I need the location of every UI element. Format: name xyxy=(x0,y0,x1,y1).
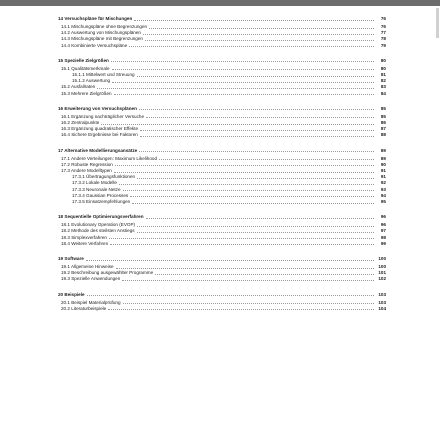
toc-chapter[interactable] xyxy=(58,292,386,298)
toc-entry-title: 19.3 Spezielle Anwendungen xyxy=(61,276,121,282)
toc-entry[interactable] xyxy=(58,187,386,193)
toc-entry[interactable] xyxy=(58,156,386,162)
toc-leader-dots xyxy=(123,301,375,304)
toc-entry-title: 18.1 Evolutionary Operation (EVOP) xyxy=(61,222,136,228)
toc-leader-dots xyxy=(87,293,374,296)
toc-page-number: 98 xyxy=(380,234,386,240)
toc-leader-dots xyxy=(137,230,374,233)
toc-page-number: 86 xyxy=(380,120,386,125)
toc-leader-dots xyxy=(130,194,374,197)
scrollbar[interactable] xyxy=(436,8,439,38)
toc-entry-title: 16 Erweiterung von Versuchsplänen xyxy=(58,105,137,111)
toc-page-number: 103 xyxy=(378,291,386,297)
toc-entry-title: 16.4 Sichere Ergebnisse bei Faktoren xyxy=(61,132,138,138)
toc-entry[interactable] xyxy=(58,36,386,42)
toc-entry[interactable] xyxy=(58,270,386,276)
toc-entry[interactable] xyxy=(58,276,386,282)
toc-entry-title: 16.1 Ergänzung nachträglicher Versuche xyxy=(61,113,144,119)
toc-leader-dots xyxy=(137,176,374,179)
toc-leader-dots xyxy=(139,107,374,110)
toc-page-number: 93 xyxy=(380,186,386,192)
toc-page-number: 104 xyxy=(378,305,386,311)
toc-page-number: 87 xyxy=(380,126,386,132)
toc-entry[interactable] xyxy=(58,300,386,306)
toc-entry-title: 17 Alternative Modellierungsansätze xyxy=(58,147,138,153)
toc-entry[interactable] xyxy=(58,264,386,270)
toc-entry[interactable] xyxy=(58,84,386,90)
toc-leader-dots xyxy=(119,182,374,185)
table-of-contents xyxy=(58,16,386,440)
toc-leader-dots xyxy=(122,278,374,281)
toc-entry[interactable] xyxy=(58,30,386,36)
toc-entry-title: 15.3 Mehrere Zielgrößen xyxy=(61,90,112,96)
toc-entry-title: 14.1 Mischungspläne ohne Begrenzungen xyxy=(61,24,148,29)
toc-leader-dots xyxy=(97,86,374,89)
toc-entry-title: 19.2 Beschreibung ausgewählter Programme xyxy=(61,270,154,276)
toc-entry-title: 17.3.1 Übertragungsfunktionen xyxy=(72,174,136,180)
toc-page-number: 92 xyxy=(380,180,386,186)
toc-page-number: 95 xyxy=(380,199,386,204)
toc-chapter[interactable] xyxy=(58,214,386,220)
toc-entry-title: 20.1 Beispiel Materialprüfung xyxy=(61,299,121,305)
toc-page-number: 81 xyxy=(380,72,386,77)
toc-leader-dots xyxy=(112,67,374,70)
toc-entry-title: 14.2 Auswertung von Mischungsplänen xyxy=(61,30,141,36)
toc-entry[interactable] xyxy=(58,222,386,228)
toc-entry[interactable] xyxy=(58,114,386,120)
toc-leader-dots xyxy=(114,92,374,95)
toc-page-number: 83 xyxy=(380,84,386,90)
toc-page-number: 79 xyxy=(380,42,386,48)
toc-entry[interactable] xyxy=(58,120,386,126)
toc-entry-title: 14 Versuchspläne für Mischungen xyxy=(58,16,133,21)
toc-leader-dots xyxy=(143,32,374,35)
toc-leader-dots xyxy=(140,134,374,137)
toc-page-number: 96 xyxy=(380,214,386,220)
toc-entry[interactable] xyxy=(58,43,386,49)
toc-entry[interactable] xyxy=(58,306,386,312)
toc-leader-dots xyxy=(108,307,374,310)
toc-entry-title: 15.2 Ausfallraten xyxy=(61,84,96,90)
toc-entry-title: 17.3.5 Einsatzempfehlungen xyxy=(72,199,131,204)
toc-entry[interactable] xyxy=(58,199,386,205)
toc-page-number: 89 xyxy=(380,147,386,153)
toc-entry-title: 17.3.2 Lokale Modelle xyxy=(72,180,117,186)
toc-entry[interactable] xyxy=(58,72,386,78)
toc-entry-title: 18.2 Methode des steilsten Anstiegs xyxy=(61,228,135,234)
toc-leader-dots xyxy=(129,44,374,47)
toc-page-number: 84 xyxy=(380,90,386,96)
toc-leader-dots xyxy=(146,115,374,118)
toc-entry-title: 18 Sequentielle Optimierungsverfahren xyxy=(58,214,144,220)
toc-entry[interactable] xyxy=(58,180,386,186)
toc-page-number: 88 xyxy=(380,132,386,138)
toc-leader-dots xyxy=(115,163,374,166)
toc-page-number: 76 xyxy=(380,16,386,21)
toc-entry-title: 17.2 Robuste Regression xyxy=(61,161,113,167)
toc-page-number: 97 xyxy=(380,228,386,234)
toc-entry-title: 16.3 Ergänzung quadratischer Effekte xyxy=(61,126,139,132)
toc-leader-dots xyxy=(159,157,374,160)
toc-entry-title: 15 Spezielle Zielgrößen xyxy=(58,57,109,63)
toc-leader-dots xyxy=(123,188,374,191)
toc-entry-title: 15.1.1 Mittelwert und Streuung xyxy=(72,72,135,77)
toc-leader-dots xyxy=(110,242,374,245)
toc-leader-dots xyxy=(86,258,374,261)
toc-entry[interactable] xyxy=(58,162,386,168)
toc-leader-dots xyxy=(111,59,374,62)
toc-leader-dots xyxy=(112,80,374,83)
toc-leader-dots xyxy=(134,18,374,21)
toc-entry[interactable] xyxy=(58,235,386,241)
toc-leader-dots xyxy=(137,74,374,77)
toc-page-number: 85 xyxy=(380,105,386,111)
toc-page-number: 102 xyxy=(378,276,386,282)
toc-leader-dots xyxy=(146,216,374,219)
toc-entry-title: 15.1 Qualitätsmerkmale xyxy=(61,65,110,71)
toc-entry[interactable] xyxy=(58,126,386,132)
toc-entry-title: 16.2 Zentralpunkte xyxy=(61,120,100,125)
toc-leader-dots xyxy=(149,26,374,29)
toc-page-number: 103 xyxy=(378,299,386,305)
toc-page-number: 94 xyxy=(380,192,386,198)
toc-entry-title: 20 Beispiele xyxy=(58,291,85,297)
toc-page-number: 80 xyxy=(380,57,386,63)
toc-page-number: 100 xyxy=(378,264,386,269)
toc-entry-title: 19 Software xyxy=(58,256,84,261)
toc-chapter[interactable] xyxy=(58,16,386,22)
toc-leader-dots xyxy=(109,236,374,239)
toc-page-number: 85 xyxy=(380,113,386,119)
toc-entry-title: 20.2 Literaturbeispiele xyxy=(61,305,107,311)
toc-leader-dots xyxy=(132,201,374,204)
toc-chapter[interactable] xyxy=(58,256,386,262)
toc-leader-dots xyxy=(101,122,374,125)
toc-entry[interactable] xyxy=(58,228,386,234)
toc-page-number: 77 xyxy=(380,30,386,36)
toc-leader-dots xyxy=(155,272,374,275)
toc-page-number: 76 xyxy=(380,24,386,29)
toc-page-number: 96 xyxy=(380,222,386,228)
toc-entry[interactable] xyxy=(58,168,386,174)
toc-entry-title: 17.3.4 Gaussian Processes xyxy=(72,192,129,198)
toc-entry-title: 19.1 Allgemeine Hinweise xyxy=(61,264,114,269)
toc-entry[interactable] xyxy=(58,193,386,199)
toc-entry[interactable] xyxy=(58,241,386,247)
toc-leader-dots xyxy=(116,266,374,269)
toc-entry[interactable] xyxy=(58,91,386,97)
toc-leader-dots xyxy=(140,128,374,131)
toc-page-number: 91 xyxy=(380,168,386,173)
toc-entry-title: 17.3 Andere Modelltypen xyxy=(61,168,112,173)
toc-page-number: 82 xyxy=(380,78,386,84)
toc-page-number: 99 xyxy=(380,240,386,246)
toc-leader-dots xyxy=(145,38,374,41)
toc-page-number: 100 xyxy=(378,256,386,261)
toc-entry-title: 18.4 Weitere Verfahren xyxy=(61,240,109,246)
toc-page-number: 80 xyxy=(380,65,386,71)
toc-entry-title: 14.4 Kombinierte Versuchspläne xyxy=(61,42,128,48)
toc-page-number: 78 xyxy=(380,36,386,42)
toc-chapter[interactable] xyxy=(58,106,386,112)
toc-chapter[interactable] xyxy=(58,148,386,154)
toc-page-number: 89 xyxy=(380,155,386,161)
toc-leader-dots xyxy=(137,224,374,227)
toc-leader-dots xyxy=(114,170,374,173)
toc-page-number: 91 xyxy=(380,174,386,180)
toc-entry-title: 15.1.2 Auswertung xyxy=(72,78,111,84)
toc-entry[interactable] xyxy=(58,66,386,72)
toc-entry-title: 18.3 Simplexverfahren xyxy=(61,234,107,240)
toc-entry-title: 14.3 Mischungspläne mit Begrenzungen xyxy=(61,36,143,42)
toc-chapter[interactable] xyxy=(58,58,386,64)
window-top-bar xyxy=(0,0,440,6)
toc-entry-title: 17.1 Andere Verteilungen: Maximum Likelihood xyxy=(61,155,158,161)
toc-entry[interactable] xyxy=(58,132,386,138)
toc-entry[interactable] xyxy=(58,24,386,30)
toc-leader-dots xyxy=(139,149,374,152)
toc-page-number: 101 xyxy=(378,270,386,276)
toc-page-number: 90 xyxy=(380,161,386,167)
toc-entry[interactable] xyxy=(58,78,386,84)
toc-entry[interactable] xyxy=(58,174,386,180)
toc-entry-title: 17.3.3 Neuronale Netze xyxy=(72,186,121,192)
